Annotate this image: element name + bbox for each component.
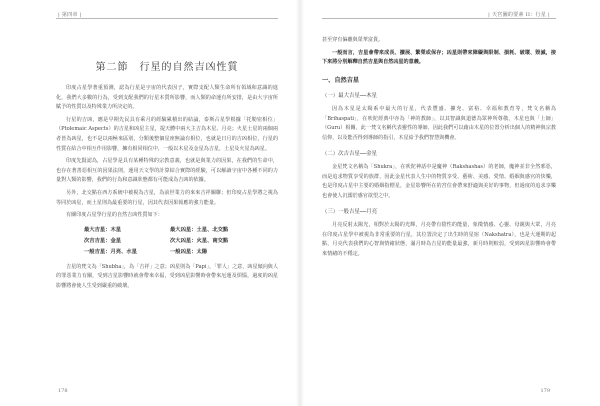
paragraph: 金星梵文名稱為「Shukra」，在吠陀神話中是魔神（Rakshashas）的老師，魔神並非全然邪惡，而是追求物質享受的族群，因此金星代表人生中的物質享受、藝術、美感、愛情、婚姻與感官的快樂，也是印度占星中主要的婚姻指標星，金星影響所在的宮位會帶來舒適與美好的事物，但過度的追求享樂也會使人沉溺於感官欲望之中。: [322, 163, 556, 199]
table-row: [84, 226, 278, 237]
right-body-text: [322, 36, 556, 259]
left-page-number: 178: [58, 388, 68, 394]
planet-heading-venus: （二）次吉吉星──金星: [322, 151, 378, 158]
table-row: [84, 248, 278, 259]
paragraph: 甚至穿有偏離與榮華富貴。: [322, 37, 384, 43]
table-cell: 次大凶星：火星、南交點: [170, 238, 229, 245]
paragraph: 另外，北交點在西方系統中被視為吉星，為前世業力的來來吉祥關聯；但印度占星學將之視為等同於凶星，而土星則為最重要的行星，因其代表因果報應的強力能量。: [56, 189, 278, 206]
table-row: [84, 237, 278, 248]
paragraph: 月亮反射太陽光，相對於太陽的光輝，月亮帶有陰性的能量，象徵情感、心靈、母親與大眾，月亮在印度占星學中被視為非常重要的行星，其位置決定了出生時的星宿（Nakshatra），也是大運期的起點，月亮代表我們的心智與情緒狀態，滿月時為吉星的能量最強，新月時則較弱，受到凶星影響時會帶來情緒的不穩定。: [322, 221, 556, 257]
table-cell: 一般吉星：月亮、水星: [84, 249, 137, 256]
planet-heading-moon: （三）一般吉星──月亮: [322, 209, 378, 216]
table-cell: 次吉吉星：金星: [84, 238, 122, 245]
right-header-rule: [322, 18, 556, 19]
left-body-text: [56, 84, 278, 292]
paragraph: 印度占星學著重預測，認為行星是宇宙的代表因子，實際支配人類生命所有領域和意識的進化，我們大多數的行為，受到支配我們的行星本質所影響，而人類的命運有所安排，是由大宇宙所賦予的性質以及特殊業力所決定的。: [56, 85, 278, 111]
table-cell: 一般凶星：太陽: [170, 249, 208, 256]
bold-text: 一般而言，吉星會帶來成長、擴展、繁榮或保存；凶星則帶來障礙與限制、損耗、破壞、毀滅，接下來將分別解釋自然吉星與自然凶星的意義。: [322, 49, 556, 66]
left-running-header: | 第四章 |: [58, 12, 82, 18]
paragraph: 因為木星是太陽系中最大的行星，代表豐盛、擴充、富裕、幸福和教育等，梵文名稱為「Brihaspati」，在吠陀經典中亦為「神的教師」，以其智識與道德為眾神所尊敬，木星也與「上師」（Guru）相關，此一梵文名稱代表靈性的導師，因此我們可以藉由木星的位置分析出個人的精神與宗教信仰，以及能否得到導師的指引，木星給予我們智慧與機會。: [322, 105, 556, 141]
section-title: 第二節 行星的自然吉凶性質: [95, 62, 239, 73]
subsection-title: 一、自然吉星: [322, 76, 360, 84]
table-cell: 最大凶星：土星、北交點: [170, 227, 229, 234]
paragraph: 吉星的梵文為「Shubha」，為「吉祥」之意；凶星則為「Papi」，「罪人」之意，凶星傾向與人的罪惡業力有關，受到吉星影響時就會帶來幸福，受到凶星影響時會帶來厄運及煩惱，過度的凶星影響將會使人生受到嚴重的破壞。: [56, 263, 278, 289]
right-page: [300, 0, 600, 406]
right-page-number: 179: [540, 388, 550, 394]
paragraph: 印度先賢認為，占星學是具有某種特殊的宗教意義，也就是與業力的因果，在我們的生命中，也存在著善惡相互的因果法則，運用天文學的計算結合實際的經驗，可以解讀宇宙中各種不同的力量對人類的影響，我們的行為和意識狀態都有可能成為吉凶的依據。: [56, 158, 278, 184]
paragraph: 行星的吉凶，應是早期先民具有乘月的經驗累積出的結論，泰斯占星學根據「托勒密相位」（Ptolemaic Aspects）的吉星和凶星主星，提天體中兩大主吉為木星、月亮；火星土星的兩個兩者皆為凶星，也不是以兩極來區別，分類後整個星座無論有相位，也就是日月的吉凶相位，行星的性質在結合中相互作用影響，擁有相同相位中，一般以木星及金星為吉星，土星及火星為凶星。: [56, 116, 278, 152]
planet-nature-table: [84, 226, 278, 259]
table-cell: 最大吉星：木星: [84, 227, 122, 234]
table-intro: 有關印度占星學行星的自然吉凶性質如下：: [66, 212, 163, 219]
right-running-header: | 天宮圖的要素 II：行星 |: [488, 12, 550, 18]
planet-heading-jupiter: （一）最大吉星──木星: [322, 93, 378, 100]
left-header-rule: [56, 18, 278, 19]
bold-paragraph: [322, 49, 556, 68]
